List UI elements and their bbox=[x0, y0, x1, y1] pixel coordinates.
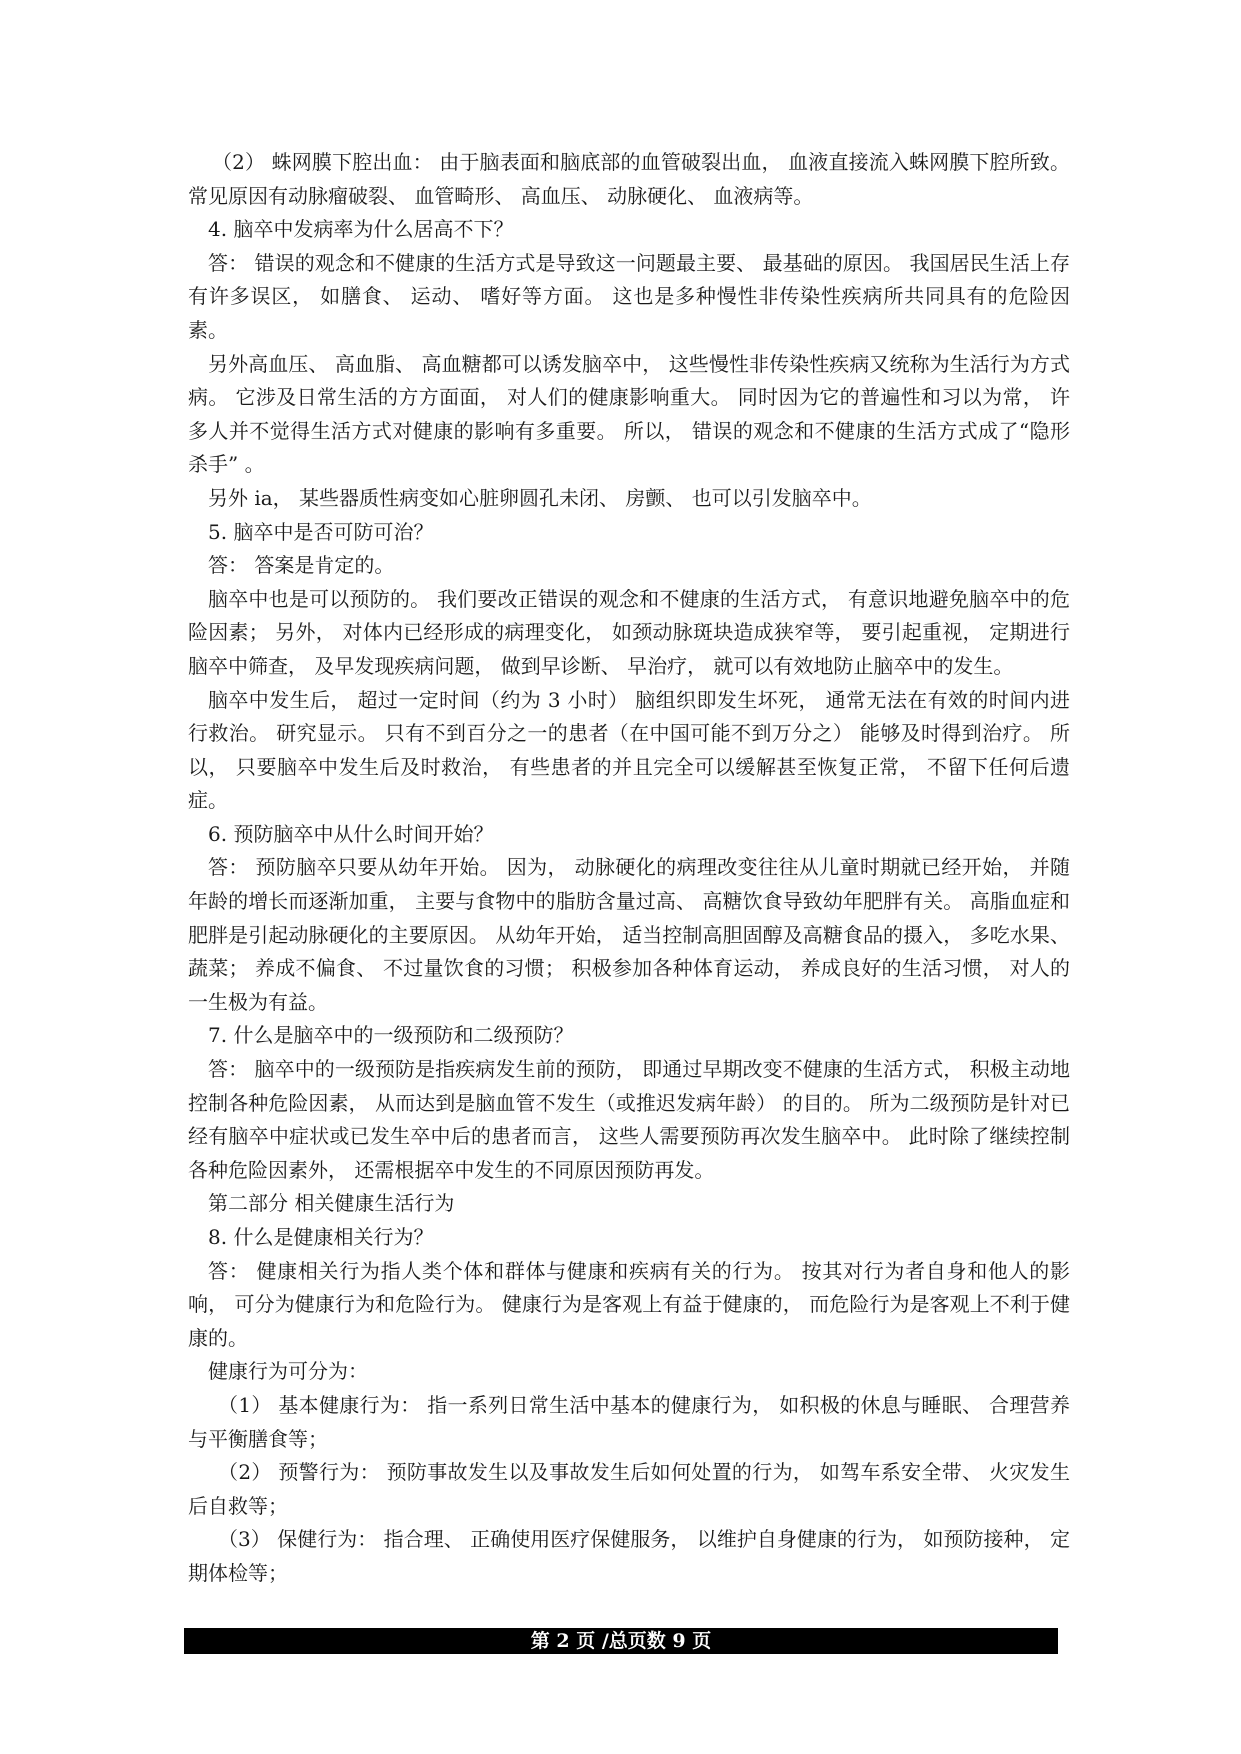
list-item-basic-health-behavior: （1） 基本健康行为： 指一系列日常生活中基本的健康行为， 如积极的休息与睡眠、 合理营养与平衡膳食等； bbox=[188, 1392, 1070, 1451]
question-7-heading: 7. 什么是脑卒中的一级预防和二级预防？ bbox=[208, 1023, 574, 1048]
paragraph-health-behavior-types: 健康行为可分为： bbox=[208, 1359, 368, 1384]
list-item-healthcare-behavior: （3） 保健行为： 指合理、 正确使用医疗保健服务， 以维护自身健康的行为， 如预防接种， 定期体检等； bbox=[188, 1527, 1070, 1585]
page-number-label: 第 2 页 /总页数 9 页 bbox=[530, 1630, 712, 1652]
paragraph-treatment-window: 脑卒中发生后， 超过一定时间（约为 3 小时） 脑组织即发生坏死， 通常无法在有效的时间内进行救治。 研究显示。 只有不到百分之一的患者（在中国可能不到万分之） 能够及时得到治疗。 所以， 只要脑卒中发生后及时救治， 有些患者的并且完全可以缓解甚至恢复正常， 不留下任何后遗症。 bbox=[188, 687, 1070, 813]
answer-6-paragraph: 答： 预防脑卒只要从幼年开始。 因为， 动脉硬化的病理改变往往从儿童时期就已经开始， 并随年龄的增长而逐渐加重， 主要与食物中的脂肪含量过高、 高糖饮食导致幼年肥胖有关。 高脂血症和肥胖是引起动脉硬化的主要原因。 从幼年开始， 适当控制高胆固醇及高糖食品的摄入， 多吃水果、 蔬菜； 养成不偏食、 不过量饮食的习惯； 积极参加各种体育运动， 养成良好的生活习惯， 对人的一生极为有益。 bbox=[188, 855, 1070, 1014]
paragraph-organic-lesions: 另外 ia， 某些器质性病变如心脏卵圆孔未闭、 房颤、 也可以引发脑卒中。 bbox=[208, 485, 872, 510]
answer-7-paragraph: 答： 脑卒中的一级预防是指疾病发生前的预防， 即通过早期改变不健康的生活方式， 积极主动地控制各种危险因素， 从而达到是脑血管不发生（或推迟发病年龄） 的目的。 所为二级预防是针对已经有脑卒中症状或已发生卒中后的患者而言， 这些人需要预防再次发生脑卒中。 此时除了继续控制各种危险因素外， 还需根据卒中发生的不同原因预防再发。 bbox=[188, 1057, 1070, 1182]
list-item-warning-behavior: （2） 预警行为： 预防事故发生以及事故发生后如何处置的行为， 如驾车系安全带、 火灾发生后自救等； bbox=[188, 1460, 1070, 1518]
paragraph-lifestyle-disease: 另外高血压、 高血脂、 高血糖都可以诱发脑卒中， 这些慢性非传染性疾病又统称为生活行为方式病。 它涉及日常生活的方方面面， 对人们的健康影响重大。 同时因为它的普遍性和习以为常， 许多人并不觉得生活方式对健康的影响有多重要。 所以， 错误的观念和不健康的生活方式成了“隐形杀手” 。 bbox=[188, 351, 1070, 477]
paragraph-prevention: 脑卒中也是可以预防的。 我们要改正错误的观念和不健康的生活方式， 有意识地避免脑卒中的危险因素； 另外， 对体内已经形成的病理变化， 如颈动脉斑块造成狭窄等， 要引起重视， 定期进行脑卒中筛查， 及早发现疾病问题， 做到早诊断、 早治疗， 就可以有效地防止脑卒中的发生。 bbox=[188, 586, 1070, 678]
answer-4-paragraph: 答： 错误的观念和不健康的生活方式是导致这一问题最主要、 最基础的原因。 我国居民生活上存有许多误区， 如膳食、 运动、 嗜好等方面。 这也是多种慢性非传染性疾病所共同具有的危险因素。 bbox=[188, 250, 1070, 342]
answer-5-paragraph: 答： 答案是肯定的。 bbox=[208, 553, 395, 578]
paragraph-subarachnoid-hemorrhage: （2） 蛛网膜下腔出血： 由于脑表面和脑底部的血管破裂出血， 血液直接流入蛛网膜下腔所致。 常见原因有动脉瘤破裂、 血管畸形、 高血压、 动脉硬化、 血液病等。 bbox=[188, 150, 1070, 208]
question-8-heading: 8. 什么是健康相关行为？ bbox=[208, 1225, 434, 1249]
section-2-heading: 第二部分 相关健康生活行为 bbox=[208, 1191, 455, 1216]
answer-8-paragraph: 答： 健康相关行为指人类个体和群体与健康和疾病有关的行为。 按其对行为者自身和他人的影响， 可分为健康行为和危险行为。 健康行为是客观上有益于健康的， 而危险行为是客观上不利于健康的。 bbox=[188, 1258, 1070, 1350]
question-5-heading: 5. 脑卒中是否可防可治？ bbox=[208, 519, 434, 544]
question-4-heading: 4. 脑卒中发病率为什么居高不下？ bbox=[208, 217, 514, 242]
page-body bbox=[188, 146, 1070, 1591]
question-6-heading: 6. 预防脑卒中从什么时间开始？ bbox=[208, 821, 494, 846]
page-footer bbox=[184, 1628, 1058, 1654]
